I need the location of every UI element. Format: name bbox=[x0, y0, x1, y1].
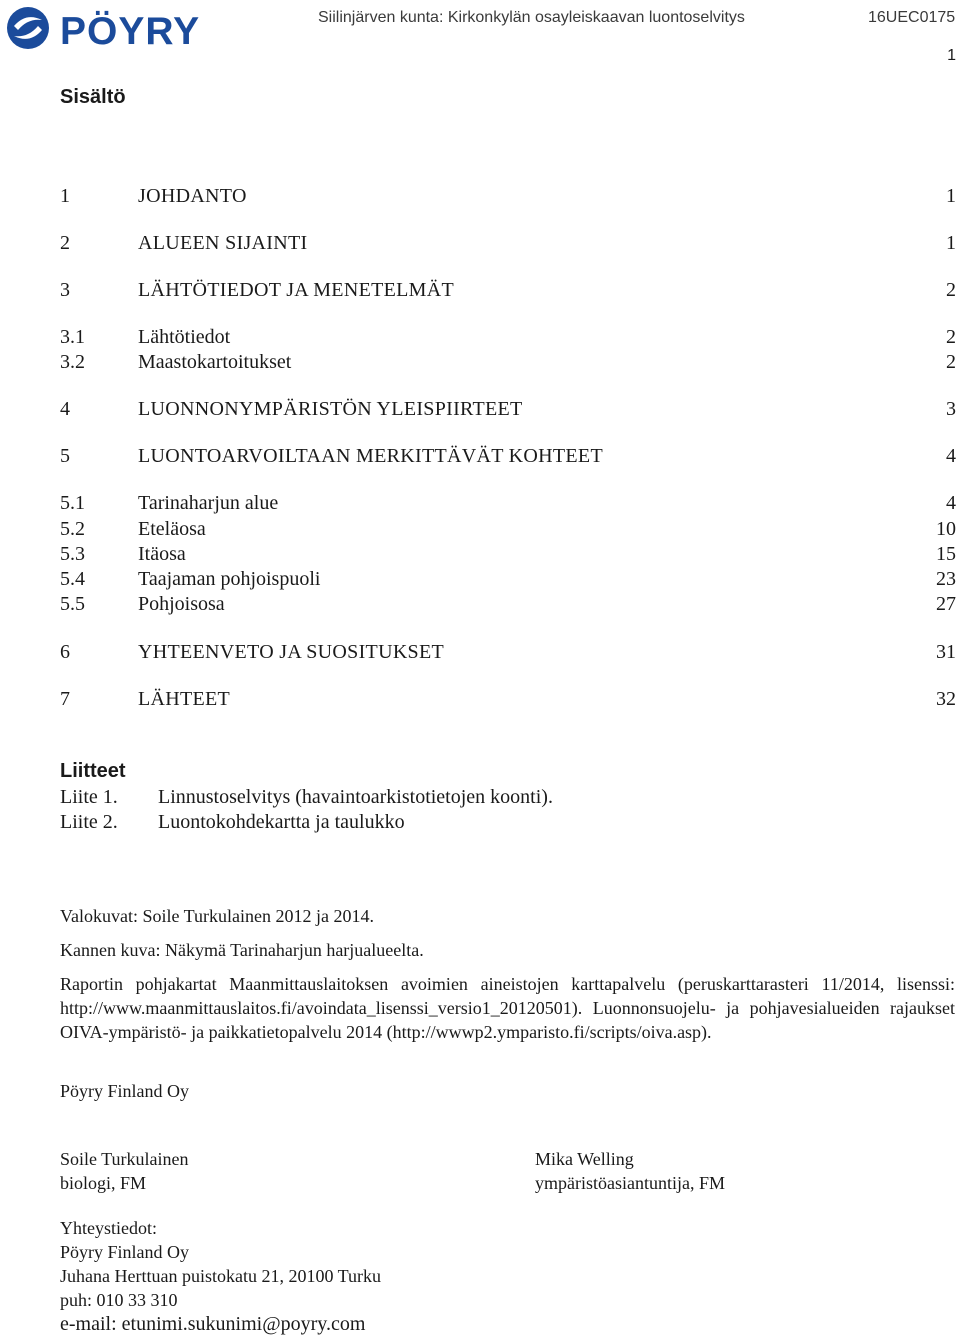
document-title: Siilinjärven kunta: Kirkonkylän osayleiskaavan luontoselvitys bbox=[318, 9, 745, 26]
toc-page: 2 bbox=[946, 326, 956, 348]
toc-number: 5.3 bbox=[60, 543, 85, 565]
toc-page: 4 bbox=[946, 492, 956, 514]
toc-subentry[interactable] bbox=[0, 517, 960, 541]
toc-entry[interactable] bbox=[0, 397, 960, 421]
toc-entry[interactable] bbox=[0, 278, 960, 302]
toc-subentry[interactable] bbox=[0, 567, 960, 591]
toc-page: 10 bbox=[936, 518, 956, 540]
toc-page: 1 bbox=[946, 232, 956, 254]
basemap-sources-paragraph: Raportin pohjakartat Maanmittauslaitoksen avoimien aineistojen karttapalvelu (peruskarttarasteri 11/2014, lisenssi: http://www.maanmittauslaitos.fi/avoindata_lisenssi_versio1_20120501). Luonnonsuojelu- ja pohjavesialueiden rajaukset OIVA-ympäristö- ja paikkatietopalvelu 2014 (http://wwwp2.ymparisto.fi/scripts/oiva.asp). bbox=[60, 974, 955, 1042]
toc-title: ALUEEN SIJAINTI bbox=[138, 232, 308, 254]
signatory-title: biologi, FM bbox=[60, 1173, 147, 1193]
toc-number: 4 bbox=[60, 398, 70, 420]
toc-page: 2 bbox=[946, 351, 956, 373]
toc-page: 32 bbox=[936, 688, 956, 710]
toc-title: LUONTOARVOILTAAN MERKITTÄVÄT KOHTEET bbox=[138, 445, 603, 467]
toc-number: 3.2 bbox=[60, 351, 85, 373]
toc-number: 5.4 bbox=[60, 568, 85, 590]
toc-page: 2 bbox=[946, 279, 956, 301]
toc-subentry[interactable] bbox=[0, 542, 960, 566]
toc-title: LUONNONYMPÄRISTÖN YLEISPIIRTEET bbox=[138, 398, 523, 420]
toc-entry[interactable] bbox=[0, 231, 960, 255]
attachments-heading: Liitteet bbox=[60, 760, 126, 782]
document-code: 16UEC0175 bbox=[868, 9, 956, 26]
toc-number: 5 bbox=[60, 445, 70, 467]
toc-page: 31 bbox=[936, 641, 956, 663]
attachment-text: Linnustoselvitys (havaintoarkistotietojen koonti). bbox=[158, 786, 553, 808]
toc-title: LÄHTÖTIEDOT JA MENETELMÄT bbox=[138, 279, 454, 301]
toc-entry[interactable] bbox=[0, 640, 960, 664]
toc-subentry[interactable] bbox=[0, 350, 960, 374]
toc-title: Pohjoisosa bbox=[138, 593, 225, 615]
toc-title: LÄHTEET bbox=[138, 688, 231, 710]
toc-subentry[interactable] bbox=[0, 491, 960, 515]
toc-number: 2 bbox=[60, 232, 70, 254]
company-name: Pöyry Finland Oy bbox=[60, 1081, 190, 1101]
toc-page: 3 bbox=[946, 398, 956, 420]
toc-title: Lähtötiedot bbox=[138, 326, 231, 348]
toc-number: 5.2 bbox=[60, 518, 85, 540]
toc-page: 15 bbox=[936, 543, 956, 565]
photo-credits: Valokuvat: Soile Turkulainen 2012 ja 2014. bbox=[60, 906, 374, 926]
logo-wordmark: PÖYRY bbox=[60, 10, 201, 52]
attachment-item bbox=[0, 785, 960, 809]
page-number: 1 bbox=[947, 47, 956, 64]
signatory bbox=[60, 1147, 189, 1195]
toc-number: 5.5 bbox=[60, 593, 85, 615]
toc-title: Tarinaharjun alue bbox=[138, 492, 279, 514]
toc-number: 1 bbox=[60, 185, 70, 207]
contact-heading: Yhteystiedot: bbox=[60, 1218, 157, 1238]
toc-entry[interactable] bbox=[0, 184, 960, 208]
toc-title: Itäosa bbox=[138, 543, 186, 565]
contact-email[interactable]: e-mail: etunimi.sukunimi@poyry.com bbox=[60, 1313, 366, 1335]
toc-entry[interactable] bbox=[0, 687, 960, 711]
toc-number: 3.1 bbox=[60, 326, 85, 348]
toc-page: 1 bbox=[946, 185, 956, 207]
contents-heading: Sisältö bbox=[60, 86, 126, 108]
toc-number: 3 bbox=[60, 279, 70, 301]
signatory-name: Mika Welling bbox=[535, 1149, 634, 1169]
attachment-text: Luontokohdekartta ja taulukko bbox=[158, 811, 405, 833]
toc-title: Taajaman pohjoispuoli bbox=[138, 568, 321, 590]
signatory-name: Soile Turkulainen bbox=[60, 1149, 189, 1169]
attachment-label: Liite 2. bbox=[60, 811, 118, 833]
toc-subentry[interactable] bbox=[0, 592, 960, 616]
cover-caption: Kannen kuva: Näkymä Tarinaharjun harjualueelta. bbox=[60, 940, 424, 960]
toc-number: 5.1 bbox=[60, 492, 85, 514]
contact-info bbox=[60, 1216, 381, 1336]
toc-page: 23 bbox=[936, 568, 956, 590]
signatory-title: ympäristöasiantuntija, FM bbox=[535, 1173, 725, 1193]
attachment-label: Liite 1. bbox=[60, 786, 118, 808]
toc-title: Eteläosa bbox=[138, 518, 206, 540]
toc-title: YHTEENVETO JA SUOSITUKSET bbox=[138, 641, 445, 663]
contact-phone: puh: 010 33 310 bbox=[60, 1290, 178, 1310]
toc-number: 6 bbox=[60, 641, 70, 663]
signatory bbox=[535, 1147, 725, 1195]
contact-company: Pöyry Finland Oy bbox=[60, 1242, 190, 1262]
toc-entry[interactable] bbox=[0, 444, 960, 468]
toc-title: JOHDANTO bbox=[138, 185, 247, 207]
toc-page: 4 bbox=[946, 445, 956, 467]
contact-address: Juhana Herttuan puistokatu 21, 20100 Turku bbox=[60, 1266, 381, 1286]
toc-title: Maastokartoitukset bbox=[138, 351, 292, 373]
toc-subentry[interactable] bbox=[0, 325, 960, 349]
attachment-item bbox=[0, 810, 960, 834]
toc-number: 7 bbox=[60, 688, 70, 710]
toc-page: 27 bbox=[936, 593, 956, 615]
poyry-logo bbox=[4, 4, 244, 52]
poyry-swirl-icon bbox=[7, 7, 49, 49]
